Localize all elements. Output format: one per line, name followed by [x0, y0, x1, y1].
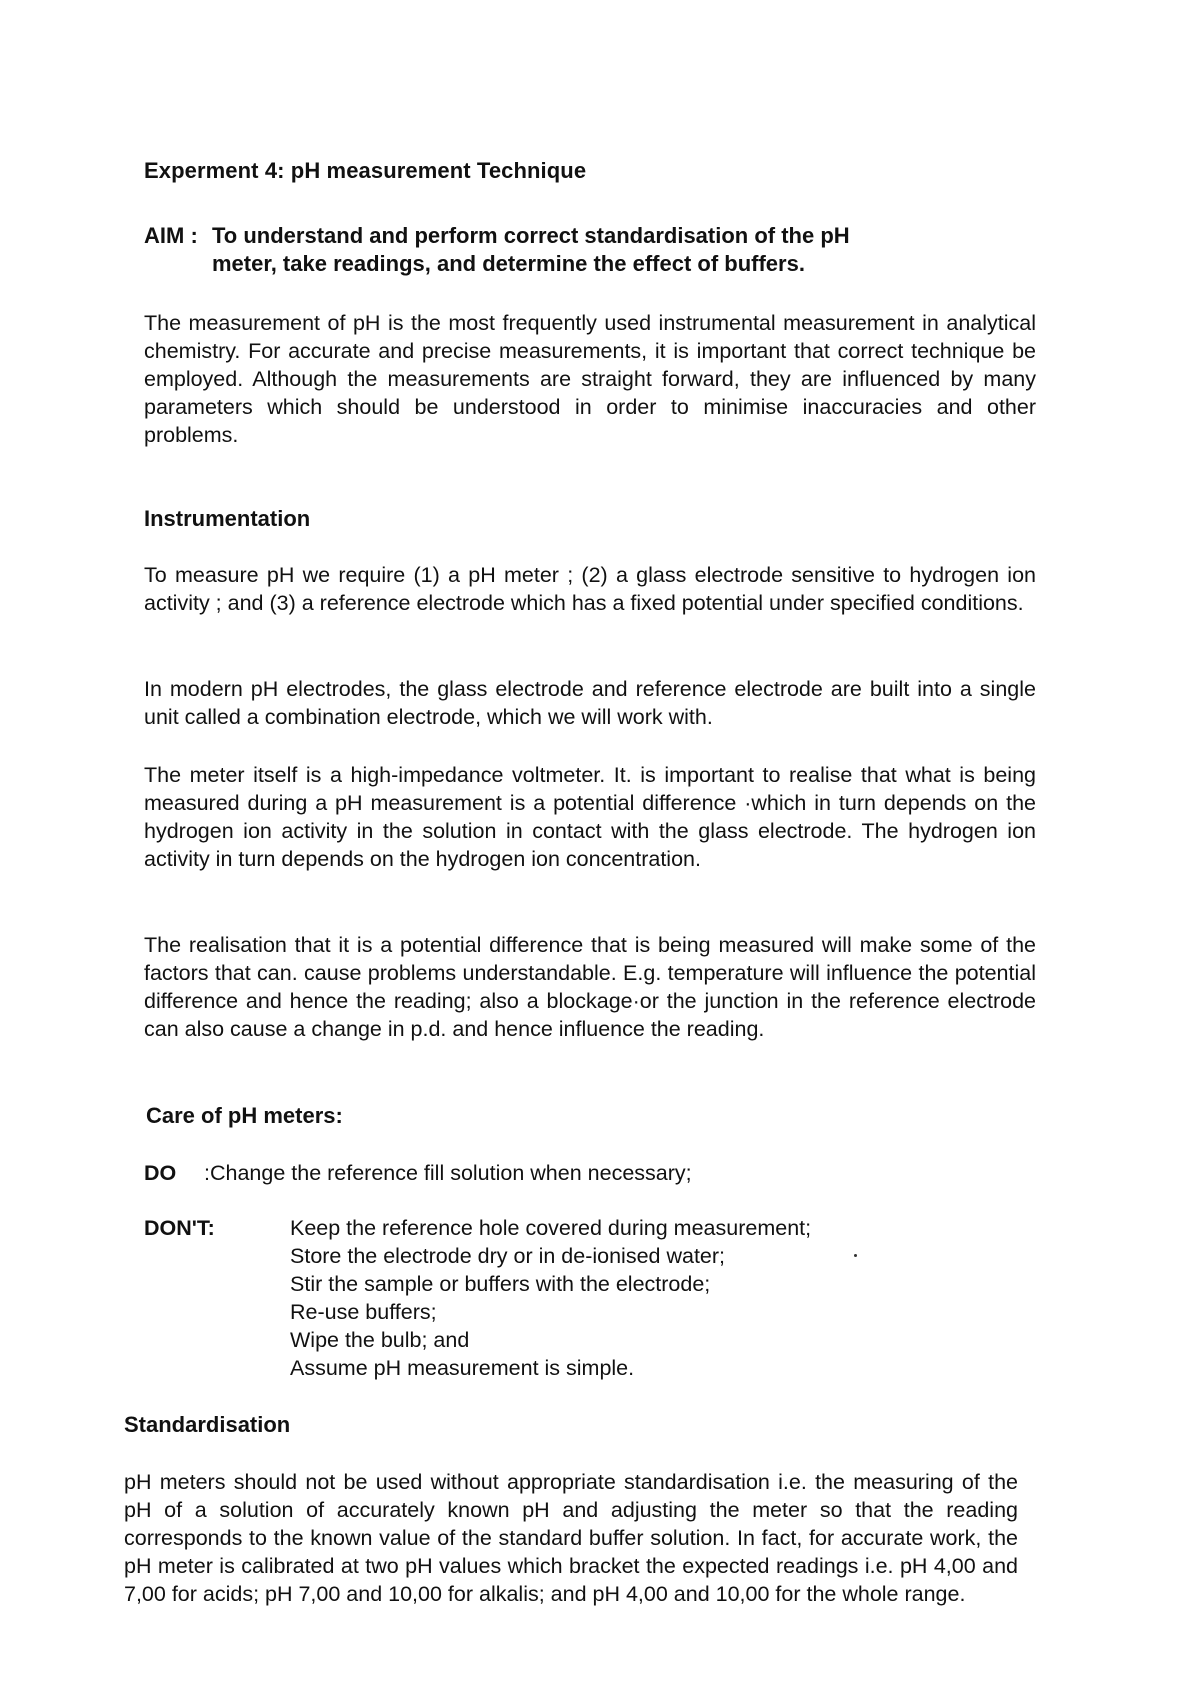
instrumentation-paragraph-3: The meter itself is a high-impedance voltmeter. It. is important to realise that what is being measured during a pH measurement is a potential difference ·which in turn depends on the hydrogen ion activity in the solution in contact with the glass electrode. The hydrogen ion activity in turn depends on the hydrogen ion concentration.	[144, 763, 1036, 871]
do-label: DO	[144, 1161, 177, 1185]
do-row	[144, 1159, 692, 1187]
dont-item: Wipe the bulb; and	[290, 1328, 470, 1352]
dont-item: Re-use buffers;	[290, 1300, 437, 1324]
dont-item: Keep the reference hole covered during measurement;	[290, 1216, 812, 1240]
aim-label: AIM :	[144, 223, 198, 248]
dont-item: Store the electrode dry or in de-ionised water;	[290, 1244, 726, 1268]
document-title: Experment 4: pH measurement Technique	[144, 158, 587, 183]
standardisation-paragraph: pH meters should not be used without appropriate standardisation i.e. the measuring of the pH of a solution of accurately known pH and adjusting the meter so that the reading corresponds to the known value of the standard buffer solution. In fact, for accurate work, the pH meter is calibrated at two pH values which bracket the expected readings i.e. pH 4,00 and 7,00 for acids; pH 7,00 and 10,00 for alkalis; and pH 4,00 and 10,00 for the whole range.	[124, 1470, 1018, 1606]
instrumentation-paragraph-4: The realisation that it is a potential difference that is being measured will make some of the factors that can. cause problems understandable. E.g. temperature will influence the potential difference and hence the reading; also a blockage·or the junction in the reference electrode can also cause a change in p.d. and hence influence the reading.	[144, 933, 1036, 1041]
dont-list	[290, 1214, 811, 1382]
aim-block	[144, 222, 964, 278]
instrumentation-paragraph-1: To measure pH we require (1) a pH meter ; (2) a glass electrode sensitive to hydrogen ion activity ; and (3) a reference electrode which has a fixed potential under specified conditions.	[144, 563, 1036, 615]
aim-line-2: meter, take readings, and determine the effect of buffers.	[212, 251, 805, 276]
intro-paragraph: The measurement of pH is the most frequently used instrumental measurement in analytical chemistry. For accurate and precise measurements, it is important that correct technique be employed. Although the measurements are straight forward, they are influenced by many parameters which should be understood in order to minimise inaccuracies and other problems.	[144, 311, 1036, 447]
scan-speck	[854, 1254, 857, 1257]
do-text: :Change the reference fill solution when necessary;	[204, 1161, 692, 1185]
care-heading: Care of pH meters:	[146, 1103, 343, 1128]
dont-label: DON'T:	[144, 1216, 215, 1240]
dont-row	[144, 1214, 811, 1382]
dont-item: Assume pH measurement is simple.	[290, 1356, 635, 1380]
aim-first-line	[144, 222, 964, 250]
dont-item: Stir the sample or buffers with the electrode;	[290, 1272, 711, 1296]
standardisation-heading: Standardisation	[124, 1412, 291, 1437]
instrumentation-heading: Instrumentation	[144, 506, 311, 531]
instrumentation-paragraph-2: In modern pH electrodes, the glass electrode and reference electrode are built into a single unit called a combination electrode, which we will work with.	[144, 677, 1036, 729]
aim-line-1: To understand and perform correct standardisation of the pH	[212, 223, 850, 248]
